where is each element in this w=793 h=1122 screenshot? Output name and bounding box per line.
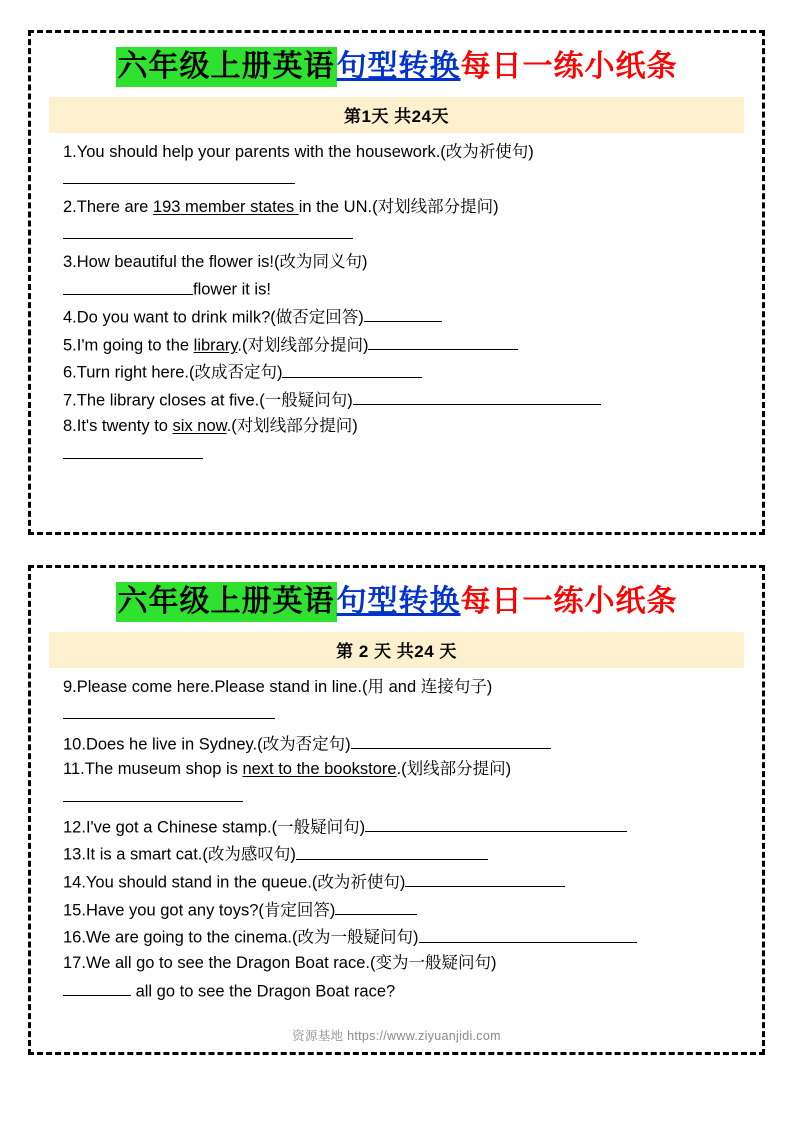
question-text-tail: .(对划线部分提问) [237,336,369,355]
answer-blank[interactable] [335,897,417,915]
answer-blank-row [49,701,744,727]
question-text-tail: .(划线部分提问) [396,760,512,779]
footer-watermark: 资源基地 https://www.ziyuanjidi.com [292,1029,501,1043]
answer-blank-row [49,784,744,810]
question-list-1 [49,141,744,467]
question-number: 11. [63,760,85,779]
question-number: 16. [63,928,86,947]
answer-blank[interactable] [365,814,627,832]
answer-blank[interactable] [353,387,601,405]
question-text: The museum shop is [84,760,243,779]
answer-blank[interactable] [296,841,488,859]
answer-blank[interactable] [63,166,295,184]
answer-blank-row [49,440,744,466]
question-text: Does he live in Sydney.(改为否定句) [85,734,351,753]
answer-blank[interactable] [63,276,193,294]
question-text: It is a smart cat.(改为感叹句) [85,845,296,864]
question-line [49,978,744,1004]
answer-blank[interactable] [63,978,131,996]
question-line [49,952,744,975]
question-text: There are [76,197,153,216]
question-line [49,731,744,757]
answer-blank[interactable] [282,359,422,377]
question-text: I've got a Chinese stamp.(一般疑问句) [85,817,366,836]
worksheet-title-2 [49,582,744,622]
underlined-phrase: next to the bookstore [242,760,397,779]
question-line [49,869,744,895]
question-number: 15. [63,901,86,920]
question-text: I'm going to the [76,336,194,355]
question-text: Please come here.Please stand in line.(用 and 连接句子) [76,677,493,696]
answer-blank[interactable] [63,784,243,802]
question-number: 13. [63,845,86,864]
question-text: We are going to the cinema.(改为一般疑问句) [85,928,419,947]
title-segment-suffix: 每日一练小纸条 [460,50,678,83]
question-line [49,251,744,274]
question-line [49,304,744,330]
worksheet-card-day-1 [28,30,765,535]
question-text: The library closes at five.(一般疑问句) [76,391,353,410]
question-text: You should help your parents with the housework.(改为祈使句) [76,142,534,161]
question-number: 8. [63,416,77,435]
answer-blank[interactable] [63,440,203,458]
question-line [49,758,744,781]
question-text: You should stand in the queue.(改为祈使句) [85,873,406,892]
question-number: 6. [63,363,77,382]
day-label-2: 第 2 天 共24 天 [49,632,744,668]
question-number: 2. [63,197,77,216]
answer-blank-row [49,221,744,247]
title-segment-suffix-2: 每日一练小纸条 [460,585,678,618]
question-number: 7. [63,391,77,410]
answer-blank[interactable] [364,304,442,322]
title-segment-topic: 句型转换 [336,50,461,83]
question-list-2 [49,676,744,1004]
title-segment-topic-2: 句型转换 [336,585,461,618]
question-number: 14. [63,873,86,892]
question-text: How beautiful the flower is!(改为同义句) [76,252,368,271]
question-line [49,332,744,358]
question-line [49,676,744,699]
question-line [49,196,744,219]
question-line [49,359,744,385]
question-text: Do you want to drink milk?(做否定回答) [76,308,364,327]
question-line [49,924,744,950]
worksheet-card-day-2 [28,565,765,1055]
underlined-phrase: six now [172,416,227,435]
question-text-tail: .(对划线部分提问) [226,416,358,435]
question-line [49,141,744,164]
underlined-phrase: 193 member states [152,197,299,216]
question-line [49,276,744,302]
day-label-1: 第1天 共24天 [49,97,744,133]
answer-blank-row [49,166,744,192]
question-text: We all go to see the Dragon Boat race.(变为一般疑问句) [85,954,497,973]
question-number: 9. [63,677,77,696]
title-segment-grade: 六年级上册英语 [116,47,337,87]
question-text-tail: in the UN.(对划线部分提问) [298,197,499,216]
question-line [49,897,744,923]
question-text-tail: flower it is! [193,280,271,299]
answer-blank[interactable] [63,701,275,719]
question-line [49,415,744,438]
answer-blank[interactable] [63,221,353,239]
question-line [49,814,744,840]
question-number: 10. [63,734,86,753]
answer-blank[interactable] [351,731,551,749]
question-text-tail: all go to see the Dragon Boat race? [131,981,396,1000]
question-number: 17. [63,954,86,973]
question-number: 1. [63,142,77,161]
title-segment-grade-2: 六年级上册英语 [116,582,337,622]
question-line [49,387,744,413]
question-text: Turn right here.(改成否定句) [76,363,283,382]
question-number: 12. [63,817,86,836]
question-number: 5. [63,336,77,355]
question-text: It's twenty to [76,416,173,435]
worksheet-title [49,47,744,87]
answer-blank[interactable] [368,332,518,350]
underlined-phrase: library [193,336,238,355]
question-text: Have you got any toys?(肯定回答) [85,901,336,920]
answer-blank[interactable] [405,869,565,887]
question-number: 3. [63,252,77,271]
answer-blank[interactable] [419,924,637,942]
question-line [49,841,744,867]
question-number: 4. [63,308,77,327]
